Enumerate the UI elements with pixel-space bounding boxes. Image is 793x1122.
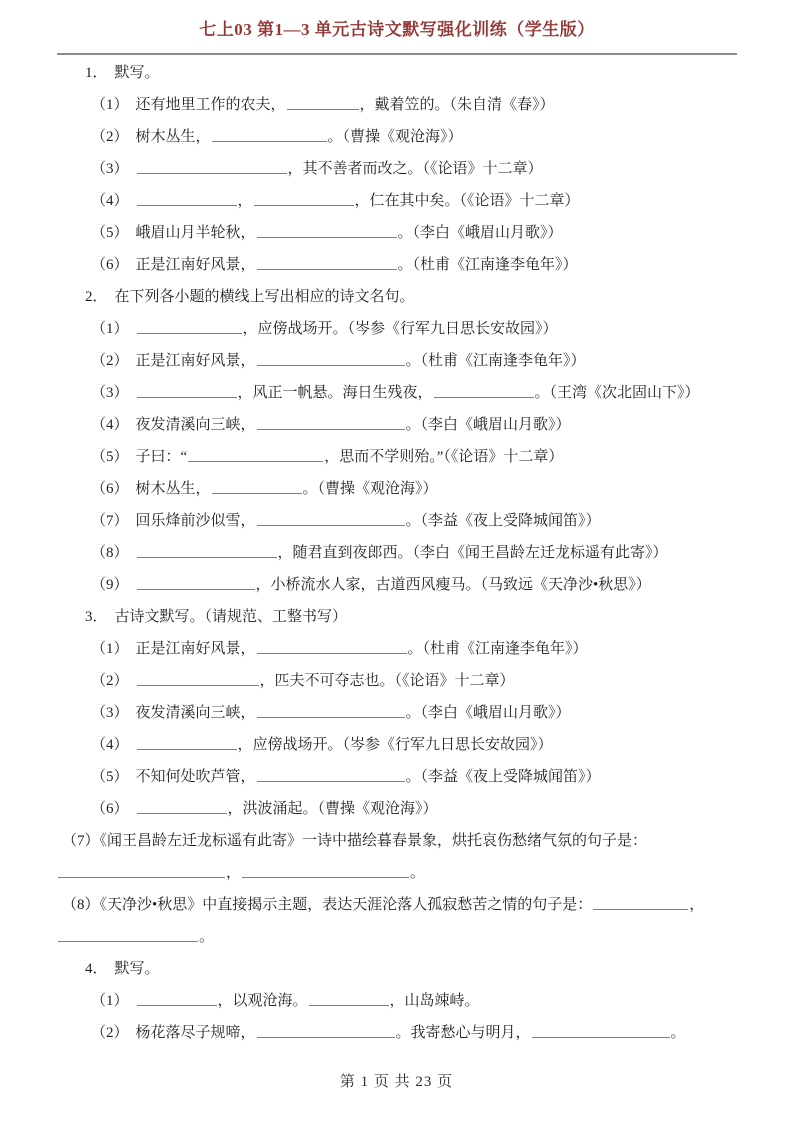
question-item: [57, 889, 737, 921]
item-text: 。: [670, 1025, 686, 1041]
item-label: （6）: [91, 801, 129, 817]
item-text: ，小桥流水人家，古道西风瘦马。（马致远《天净沙•秋思》）: [255, 577, 651, 593]
question-number: 1．: [85, 65, 108, 81]
item-label: （8）: [62, 897, 100, 913]
item-text: 夜发清溪向三峡，: [135, 705, 256, 721]
item-text: 不知何处吹芦管，: [135, 769, 256, 785]
answer-blank: [212, 479, 302, 494]
item-text: ，应傍战场开。（岑参《行军九日思长安故园》）: [237, 737, 553, 753]
question-item: [57, 313, 737, 345]
question-item: [57, 1017, 737, 1049]
question-stem: 古诗文默写。（请规范、工整书写）: [114, 609, 348, 625]
answer-blank: [287, 95, 359, 110]
question-stem-line: [57, 281, 737, 313]
item-label: （1）: [91, 993, 129, 1009]
answer-blank: [137, 159, 287, 174]
answer-blank: [137, 383, 237, 398]
item-text: 。我寄愁心与明月，: [395, 1025, 531, 1041]
question-item: [57, 793, 737, 825]
item-text: 。（王湾《次北固山下》）: [534, 385, 700, 401]
item-text: ，匹夫不可夺志也。（《论语》十二章）: [259, 673, 515, 689]
item-text: ，仁在其中矣。（《论语》十二章）: [354, 193, 580, 209]
item-text: 树木丛生，: [135, 129, 211, 145]
question-item: [57, 665, 737, 697]
question: [57, 601, 737, 953]
item-text: 正是江南好风景，: [135, 353, 256, 369]
answer-blank: [188, 447, 323, 462]
answer-blank: [137, 991, 217, 1006]
answer-blank: [532, 1023, 670, 1038]
question-number: 2．: [85, 289, 108, 305]
answer-blank: [242, 863, 409, 878]
document-body: [57, 57, 737, 1049]
answer-blank: [254, 191, 354, 206]
answer-blank: [257, 223, 397, 238]
item-text: ，风正一帆悬。海日生残夜，: [237, 385, 433, 401]
item-text: 杨花落尽子规啼，: [135, 1025, 256, 1041]
item-text: 。: [410, 865, 426, 881]
item-text: 。（李白《峨眉山月歌》）: [405, 417, 571, 433]
question-stem-line: [57, 57, 737, 89]
question-item: [57, 985, 737, 1017]
answer-blank: [212, 127, 327, 142]
answer-blank: [257, 255, 397, 270]
answer-blank: [58, 927, 198, 942]
question-item: [57, 377, 737, 409]
item-label: （6）: [91, 481, 129, 497]
item-text: 。（李白《峨眉山月歌》）: [397, 225, 563, 241]
question-item: [57, 185, 737, 217]
item-label: （3）: [91, 705, 129, 721]
item-text: 。（李益《夜上受降城闻笛》）: [405, 769, 601, 785]
question-item: [57, 249, 737, 281]
item-text: 峨眉山月半轮秋，: [135, 225, 256, 241]
answer-blank: [58, 863, 225, 878]
item-text: 正是江南好风景，: [135, 641, 256, 657]
question-stem-line: [57, 601, 737, 633]
item-text: ，: [226, 865, 242, 881]
item-label: （5）: [91, 225, 129, 241]
question-item: [57, 505, 737, 537]
question: [57, 281, 737, 601]
item-text: ，: [689, 897, 705, 913]
document-title: 七上03 第1—3 单元古诗文默写强化训练（学生版）: [199, 20, 595, 39]
item-text: 树木丛生，: [135, 481, 211, 497]
question-item: [57, 825, 737, 857]
question-item: [57, 537, 737, 569]
item-text: 。（杜甫《江南逢李龟年》）: [397, 257, 578, 273]
answer-blank: [257, 511, 405, 526]
question-item: [57, 153, 737, 185]
item-text: 。（杜甫《江南逢李龟年》）: [405, 353, 586, 369]
item-label: （6）: [91, 257, 129, 273]
item-text: ，戴着笠的。（朱自清《春》）: [359, 97, 555, 113]
item-label: （2）: [91, 1025, 129, 1041]
question-item: [57, 633, 737, 665]
item-text: 。（李白《峨眉山月歌》）: [405, 705, 571, 721]
question-item: [57, 697, 737, 729]
question-number: 3．: [85, 609, 108, 625]
question-number: 4．: [85, 961, 108, 977]
item-text: ，其不善者而改之。（《论语》十二章）: [287, 161, 543, 177]
answer-blank: [137, 319, 242, 334]
item-text: 子曰：“: [135, 449, 188, 465]
question-stem: 默写。: [114, 65, 160, 81]
question-item-continuation: [57, 921, 737, 953]
question-item: [57, 345, 737, 377]
item-text: 。（杜甫《江南逢李龟年》）: [407, 641, 588, 657]
answer-blank: [309, 991, 389, 1006]
item-label: （8）: [91, 545, 129, 561]
answer-blank: [593, 895, 688, 910]
item-label: （5）: [91, 449, 129, 465]
item-text: ，思而不学则殆。”（《论语》十二章）: [324, 449, 564, 465]
item-label: （7）: [91, 513, 129, 529]
question-item-continuation: [57, 857, 737, 889]
question-item: [57, 473, 737, 505]
answer-blank: [137, 671, 259, 686]
item-text: ，洪波涌起。（曹操《观沧海》）: [227, 801, 438, 817]
item-label: （9）: [91, 577, 129, 593]
question-item: [57, 761, 737, 793]
item-text: 正是江南好风景，: [135, 257, 256, 273]
question-item: [57, 89, 737, 121]
question-stem: 在下列各小题的横线上写出相应的诗文名句。: [114, 289, 415, 305]
item-label: （2）: [91, 353, 129, 369]
question-item: [57, 729, 737, 761]
item-label: （3）: [91, 385, 129, 401]
answer-blank: [434, 383, 534, 398]
question-stem-line: [57, 953, 737, 985]
question-item: [57, 569, 737, 601]
question-item: [57, 441, 737, 473]
answer-blank: [137, 543, 277, 558]
answer-blank: [257, 351, 405, 366]
question-item: [57, 121, 737, 153]
title-rule: [57, 53, 737, 55]
item-label: （5）: [91, 769, 129, 785]
item-label: （1）: [91, 641, 129, 657]
item-text: 《天净沙•秋思》中直接揭示主题，表达天涯沦落人孤寂愁苦之情的句子是：: [99, 897, 593, 913]
item-text: 。（李益《夜上受降城闻笛》）: [405, 513, 601, 529]
item-text: ，以观沧海。: [217, 993, 308, 1009]
item-label: （2）: [91, 673, 129, 689]
item-label: （1）: [91, 321, 129, 337]
answer-blank: [137, 799, 227, 814]
answer-blank: [257, 703, 405, 718]
item-text: ，随君直到夜郎西。（李白《闻王昌龄左迁龙标遥有此寄》）: [277, 545, 668, 561]
item-label: （2）: [91, 129, 129, 145]
item-text: ，应傍战场开。（岑参《行军九日思长安故园》）: [242, 321, 558, 337]
item-label: （4）: [91, 737, 129, 753]
question: [57, 953, 737, 1049]
item-label: （4）: [91, 417, 129, 433]
item-text: 。（曹操《观沧海》）: [327, 129, 463, 145]
question-stem: 默写。: [114, 961, 160, 977]
item-label: （3）: [91, 161, 129, 177]
question-item: [57, 217, 737, 249]
answer-blank: [137, 191, 237, 206]
answer-blank: [257, 415, 405, 430]
item-text: ，山岛竦峙。: [389, 993, 480, 1009]
answer-blank: [257, 767, 405, 782]
item-text: ，: [237, 193, 253, 209]
item-label: （1）: [91, 97, 129, 113]
item-text: 回乐烽前沙似雪，: [135, 513, 256, 529]
answer-blank: [137, 575, 255, 590]
answer-blank: [257, 639, 407, 654]
item-label: （4）: [91, 193, 129, 209]
item-text: 。: [199, 929, 215, 945]
item-label: （7）: [62, 833, 100, 849]
question-item: [57, 409, 737, 441]
item-text: 还有地里工作的农夫，: [135, 97, 286, 113]
answer-blank: [257, 1023, 395, 1038]
item-text: 。（曹操《观沧海》）: [302, 481, 438, 497]
item-text: 《闻王昌龄左迁龙标遥有此寄》一诗中描绘暮春景象，烘托哀伤愁绪气氛的句子是：: [99, 833, 648, 849]
page-footer: 第 1 页 共 23 页: [339, 1074, 454, 1090]
answer-blank: [137, 735, 237, 750]
item-text: 夜发清溪向三峡，: [135, 417, 256, 433]
question: [57, 57, 737, 281]
